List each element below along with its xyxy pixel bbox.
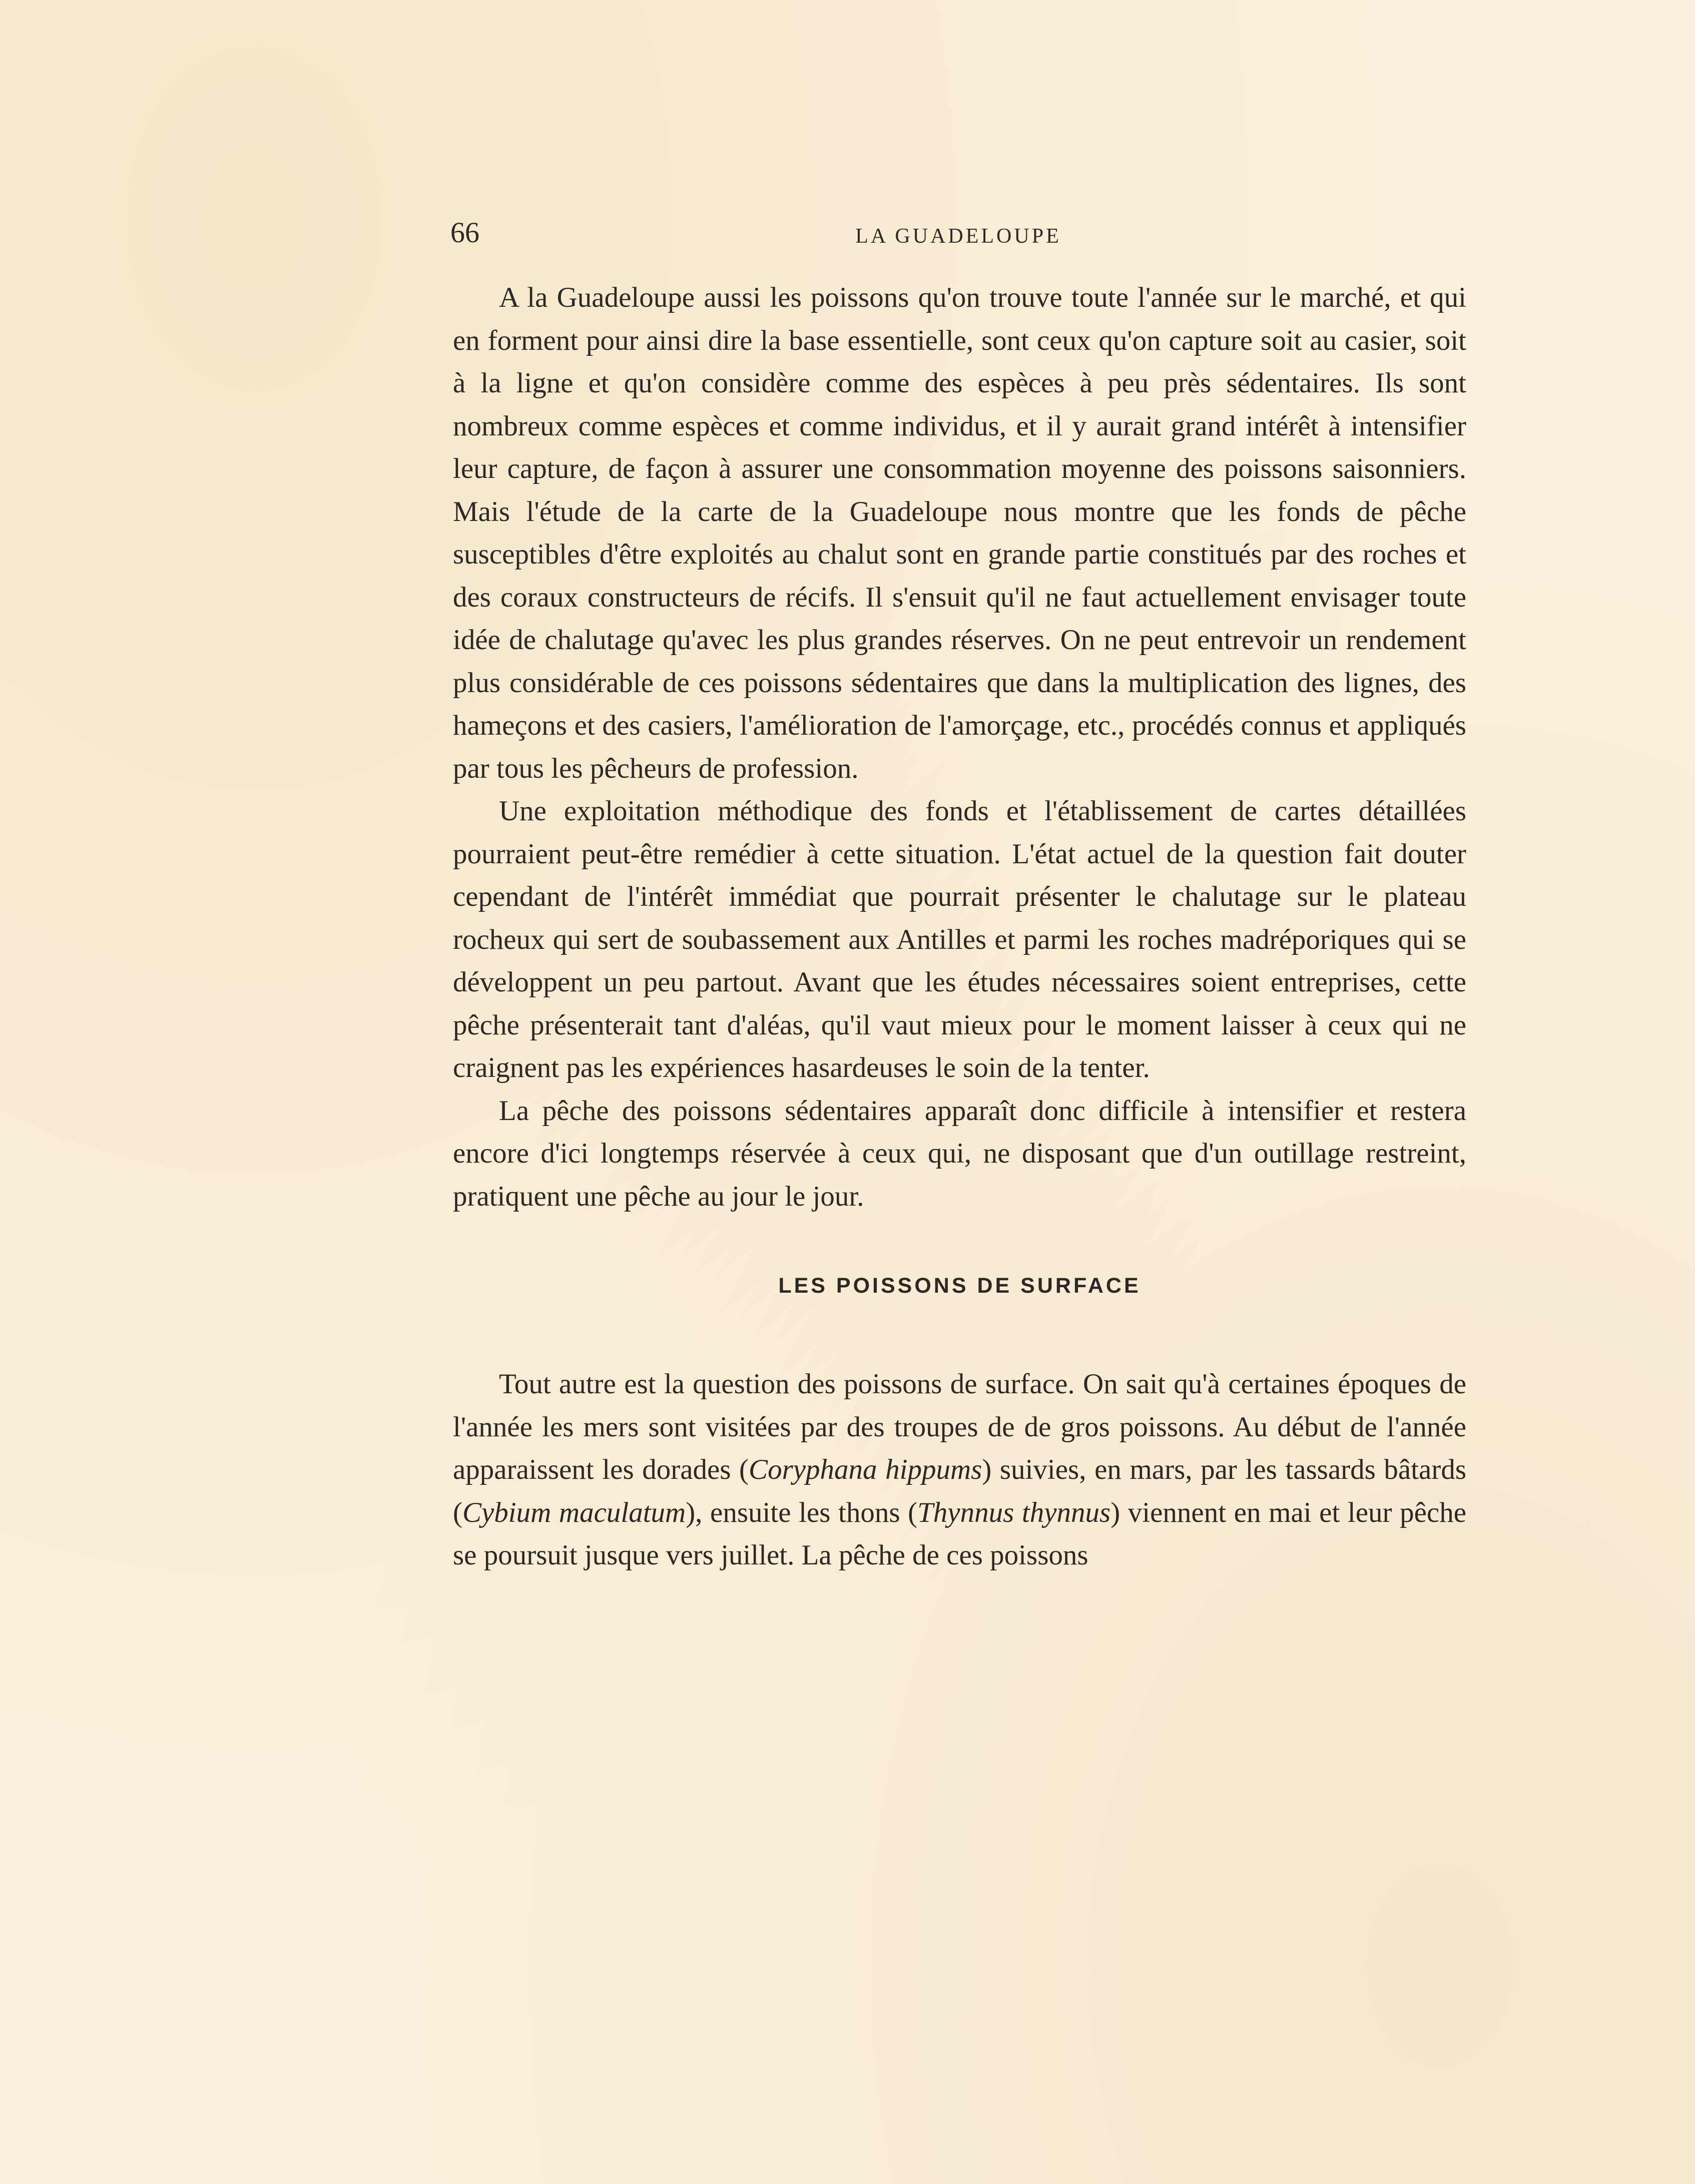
- page-number: 66: [450, 216, 479, 249]
- text-span: ), ensuite les thons (: [686, 1496, 918, 1528]
- paragraph: La pêche des poissons sédentaires apparaît donc difficile à intensifier et restera encore d'ici longtemps réservée à ceux qui, ne disposant que d'un outillage restreint, pratiquent une pêche au jour le jour.: [453, 1095, 1466, 1212]
- section-heading: LES POISSONS DE SURFACE: [778, 1274, 1141, 1298]
- paragraph: Une exploitation méthodique des fonds et l'établissement de cartes détaillées pourraient peut-être remédier à cette situation. L'état actuel de la question fait douter cependant de l'intérêt immédiat que pourrait présenter le chalutage sur le plateau rocheux qui sert de soubassement aux Antilles et parmi les roches madréporiques qui se développent un peu partout. Avant que les études nécessaires soient entreprises, cette pêche présenterait tant d'aléas, qu'il vaut mieux pour le moment laisser à ceux qui ne craignent pas les expériences hasardeuses le soin de la tenter.: [453, 795, 1466, 1083]
- species-name: Thynnus thynnus: [917, 1496, 1111, 1528]
- paragraph: A la Guadeloupe aussi les poissons qu'on trouve toute l'année sur le marché, et qui en forment pour ainsi dire la base essentielle, sont ceux qu'on capture soit au casier, soit à la ligne et qu'on considère comme des espèces à peu près sédentaires. Ils sont nombreux comme espèces et comme individus, et il y aurait grand intérêt à intensifier leur capture, de façon à assurer une consommation moyenne des poissons saisonniers. Mais l'étude de la carte de la Guadeloupe nous montre que les fonds de pêche susceptibles d'être exploités au chalut sont en grande partie constitués par des roches et des coraux constructeurs de récifs. Il s'ensuit qu'il ne faut actuellement envisager toute idée de chalutage qu'avec les plus grandes réserves. On ne peut entrevoir un rendement plus considérable de ces poissons sédentaires que dans la multiplication des lignes, des hameçons et des casiers, l'amélioration de l'amorçage, etc., procédés connus et appliqués par tous les pêcheurs de profession.: [453, 282, 1466, 784]
- text-span: ) viennent en mai et leur pêche se poursuit jusque vers juillet. La pêche de ces poissons: [453, 1496, 1466, 1571]
- species-name: Coryphana hippums: [749, 1454, 982, 1485]
- text-span: ) suivies, en mars, par les tassards bâtards (: [453, 1454, 1467, 1528]
- text-span: Tout autre est la question des poissons de surface. On sait qu'à certaines époques de l'année les mers sont visitées par des troupes de de gros poissons. Au début de l'année apparaissent les dorades (: [453, 1368, 1466, 1485]
- running-title: LA GUADELOUPE: [855, 225, 1061, 248]
- paragraph: [453, 1363, 1466, 1577]
- species-name: Cybium maculatum: [462, 1496, 686, 1528]
- running-head: [450, 215, 1466, 255]
- body-text: [453, 276, 1466, 1577]
